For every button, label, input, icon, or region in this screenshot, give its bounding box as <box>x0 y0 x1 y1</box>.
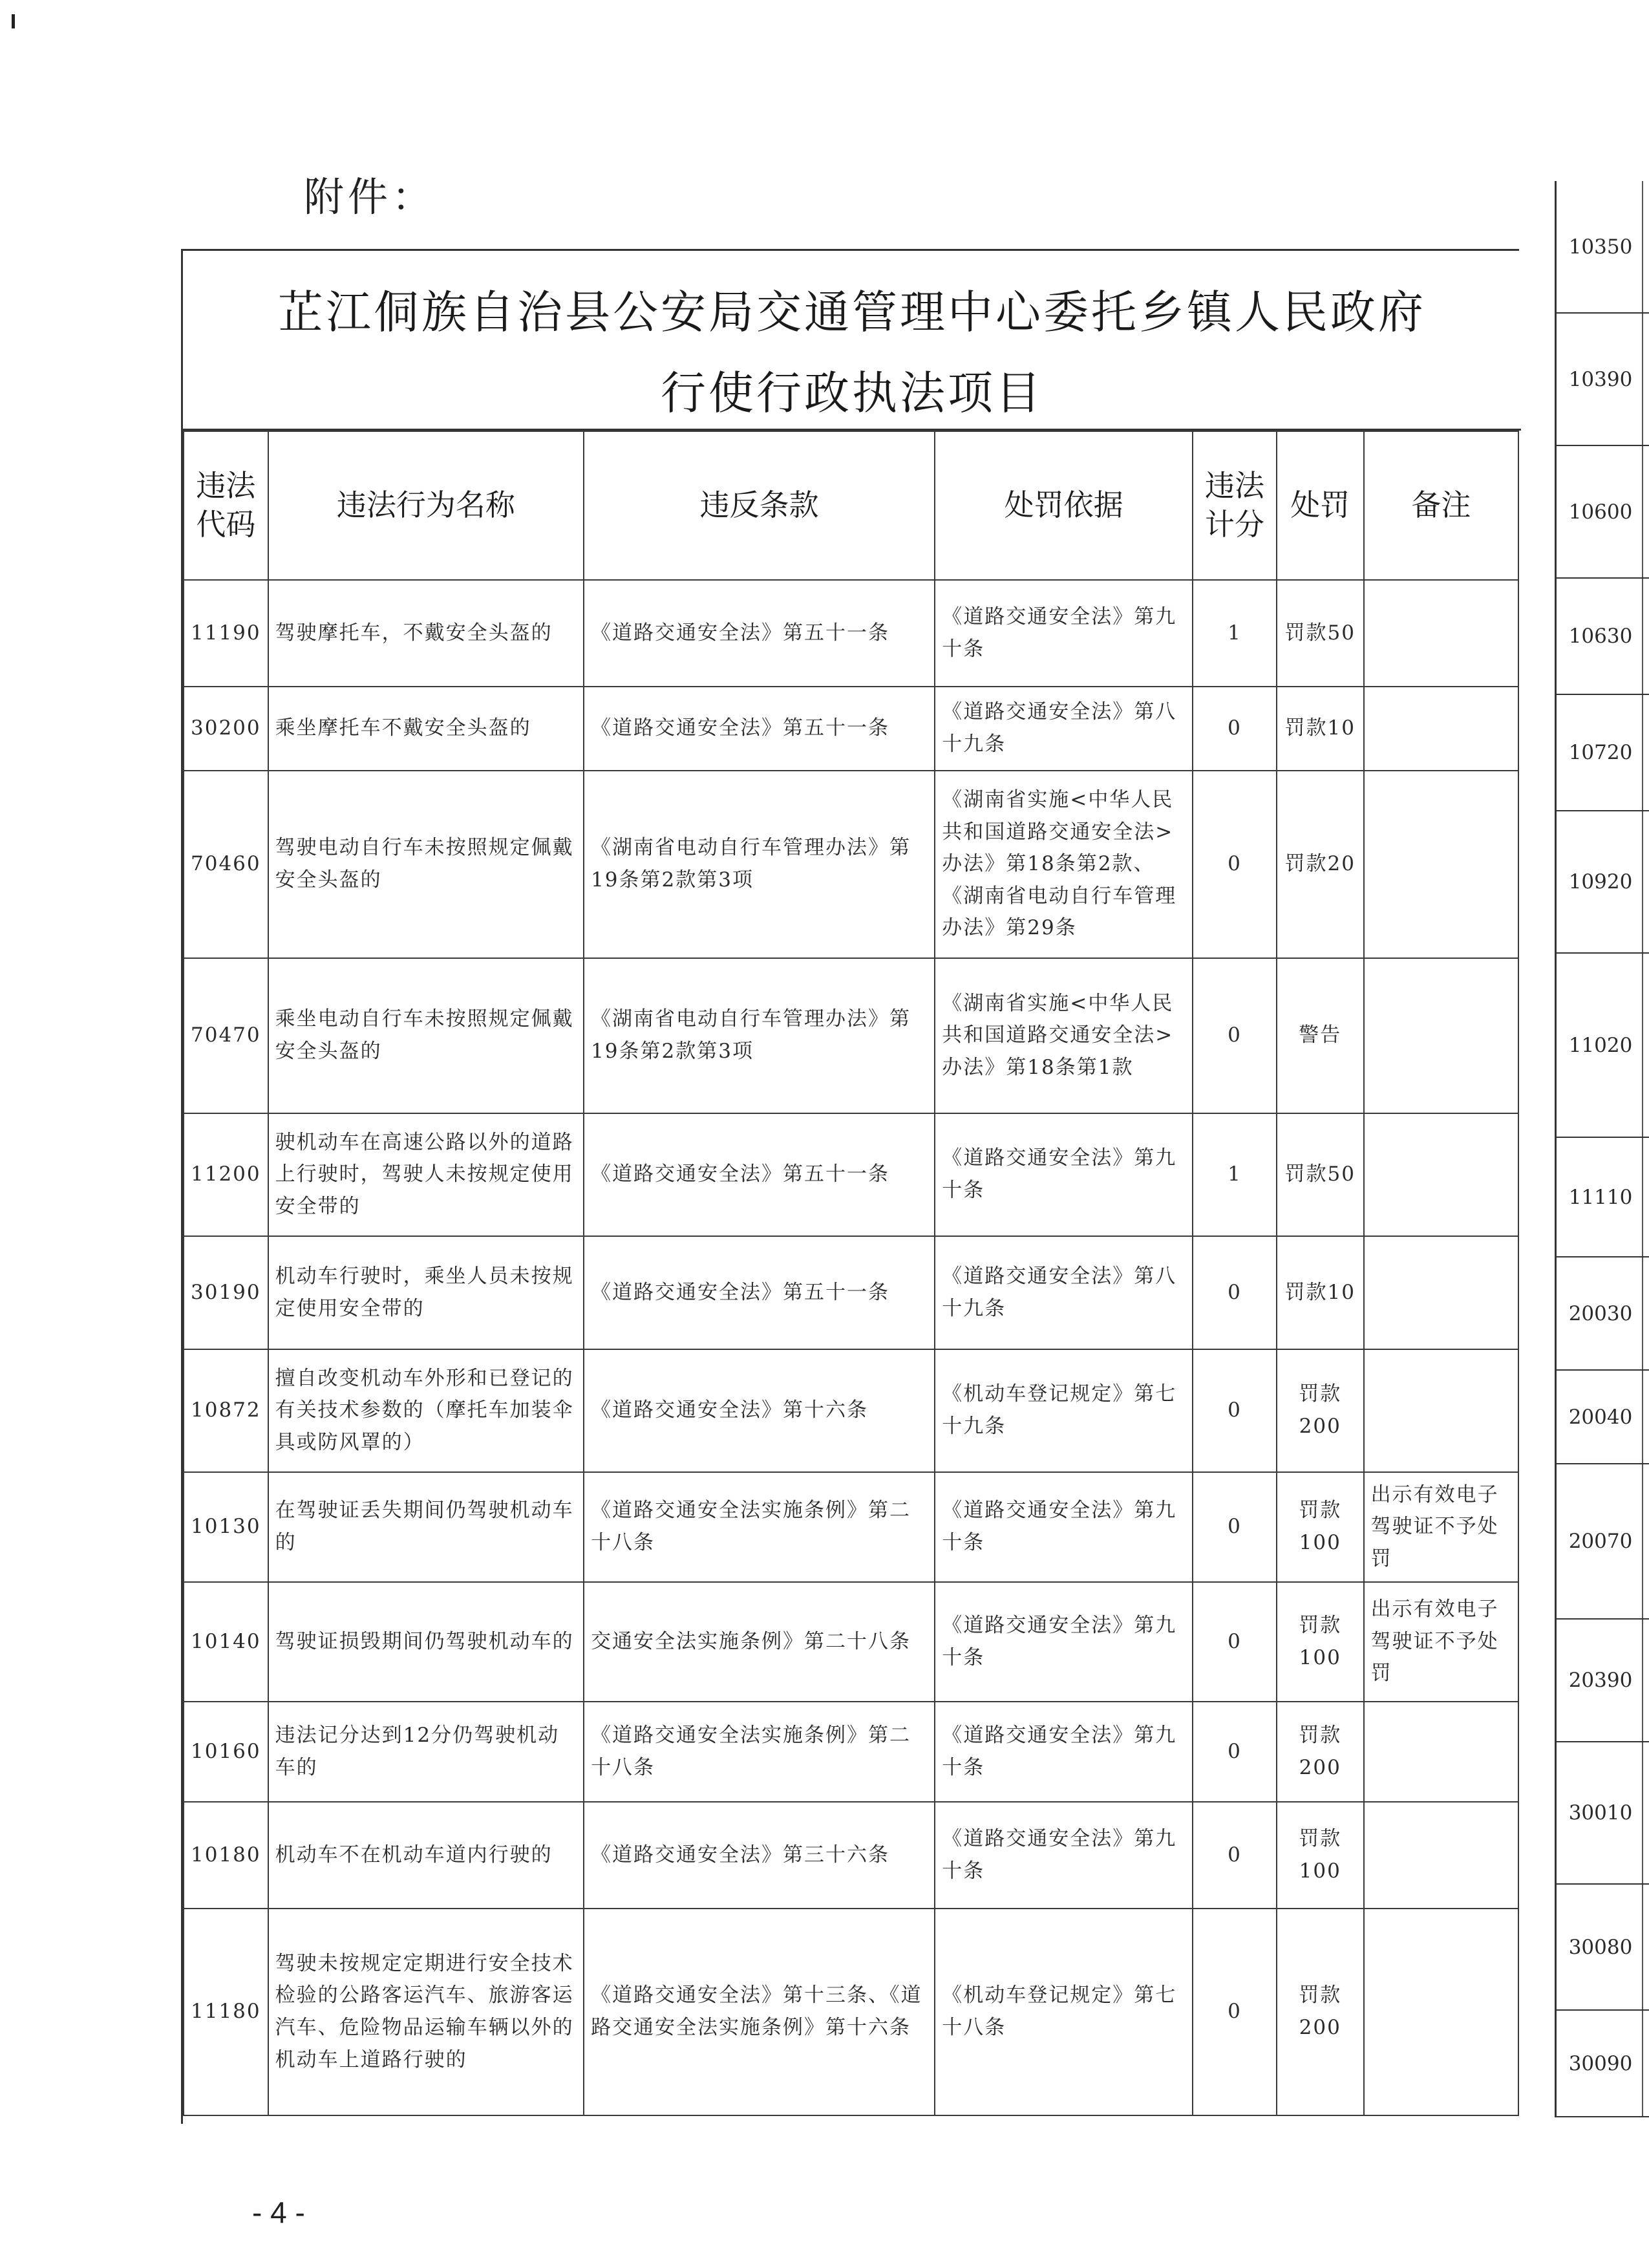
row-code: 11200 <box>184 1113 268 1236</box>
side-edge <box>1642 811 1649 952</box>
row-points: 1 <box>1193 1113 1277 1236</box>
row-code: 70470 <box>184 958 268 1113</box>
row-points: 0 <box>1193 1802 1277 1909</box>
row-penalty: 罚款10 <box>1277 1236 1364 1349</box>
row-name: 违法记分达到12分仍驾驶机动车的 <box>268 1702 584 1802</box>
table-row <box>184 1236 1518 1349</box>
row-clause: 《道路交通安全法》第五十一条 <box>584 687 935 771</box>
row-points: 0 <box>1193 1702 1277 1802</box>
row-basis: 《道路交通安全法》第八十九条 <box>935 1236 1193 1349</box>
row-code: 10160 <box>184 1702 268 1802</box>
header-code: 违法 代码 <box>184 431 268 580</box>
row-basis: 《道路交通安全法》第九十条 <box>935 1582 1193 1702</box>
row-points: 0 <box>1193 1582 1277 1702</box>
row-name: 驾驶未按规定定期进行安全技术检验的公路客运汽车、旅游客运汽车、危险物品运输车辆以外的机动车上道路行驶的 <box>268 1909 584 2115</box>
row-points: 0 <box>1193 1349 1277 1472</box>
row-clause: 《道路交通安全法》第五十一条 <box>584 1113 935 1236</box>
attachment-label: 附件： <box>304 173 436 220</box>
side-code-row <box>1557 579 1649 695</box>
side-code: 30010 <box>1568 1801 1633 1824</box>
row-points: 0 <box>1193 1472 1277 1582</box>
table-row <box>184 771 1518 958</box>
side-edge <box>1642 1620 1649 1741</box>
row-penalty: 罚款50 <box>1277 1113 1364 1236</box>
side-edge <box>1642 1138 1649 1256</box>
table-row <box>184 1472 1518 1582</box>
row-penalty: 罚款10 <box>1277 687 1364 771</box>
row-remark <box>1364 958 1518 1113</box>
row-basis: 《道路交通安全法》第九十条 <box>935 1113 1193 1236</box>
row-basis: 《湖南省实施<中华人民共和国道路交通安全法>办法》第18条第1款 <box>935 958 1193 1113</box>
row-clause: 《道路交通安全法实施条例》第二十八条 <box>584 1472 935 1582</box>
header-basis: 处罚依据 <box>935 431 1193 580</box>
side-code: 30080 <box>1568 1935 1633 1959</box>
table-row <box>184 580 1518 687</box>
table-header-row <box>184 431 1518 580</box>
row-points: 1 <box>1193 580 1277 687</box>
side-edge <box>1642 954 1649 1137</box>
row-clause: 交通安全法实施条例》第二十八条 <box>584 1582 935 1702</box>
enforcement-items-table <box>183 431 1519 2116</box>
table-row <box>184 687 1518 771</box>
side-edge <box>1642 1464 1649 1618</box>
row-name: 驶机动车在高速公路以外的道路上行驶时，驾驶人未按规定使用安全带的 <box>268 1113 584 1236</box>
row-penalty: 警告 <box>1277 958 1364 1113</box>
header-clause: 违反条款 <box>584 431 935 580</box>
row-code: 70460 <box>184 771 268 958</box>
main-table-frame <box>181 249 1519 2124</box>
header-points: 违法 计分 <box>1193 431 1277 580</box>
page-number: - 4 - <box>252 2196 305 2229</box>
row-remark <box>1364 1909 1518 2115</box>
row-name: 驾驶摩托车，不戴安全头盔的 <box>268 580 584 687</box>
side-code-row <box>1557 1885 1649 2011</box>
side-code: 11110 <box>1568 1185 1633 1209</box>
row-name: 驾驶电动自行车未按照规定佩戴安全头盔的 <box>268 771 584 958</box>
table-row <box>184 1113 1518 1236</box>
row-penalty: 罚款20 <box>1277 771 1364 958</box>
side-code-row <box>1557 811 1649 954</box>
row-penalty: 罚款100 <box>1277 1472 1364 1582</box>
adjacent-page-code-column <box>1555 181 1649 2117</box>
row-basis: 《机动车登记规定》第七十八条 <box>935 1909 1193 2115</box>
row-name: 在驾驶证丢失期间仍驾驶机动车的 <box>268 1472 584 1582</box>
header-penalty: 处罚 <box>1277 431 1364 580</box>
side-code-row <box>1557 1742 1649 1885</box>
row-name: 机动车行驶时，乘坐人员未按规定使用安全带的 <box>268 1236 584 1349</box>
side-edge <box>1642 1885 1649 2009</box>
row-clause: 《湖南省电动自行车管理办法》第19条第2款第3项 <box>584 771 935 958</box>
row-name: 机动车不在机动车道内行驶的 <box>268 1802 584 1909</box>
row-points: 0 <box>1193 958 1277 1113</box>
row-penalty: 罚款100 <box>1277 1582 1364 1702</box>
side-code-row <box>1557 181 1649 314</box>
scan-mark <box>12 14 15 28</box>
side-code-row <box>1557 1138 1649 1257</box>
table-row <box>184 1909 1518 2115</box>
row-code: 11190 <box>184 580 268 687</box>
side-edge <box>1642 181 1649 312</box>
row-code: 11180 <box>184 1909 268 2115</box>
row-points: 0 <box>1193 1909 1277 2115</box>
side-code-row <box>1557 314 1649 446</box>
header-name: 违法行为名称 <box>268 431 584 580</box>
row-penalty: 罚款100 <box>1277 1802 1364 1909</box>
side-edge <box>1642 1257 1649 1369</box>
row-clause: 《道路交通安全法》第五十一条 <box>584 580 935 687</box>
row-code: 10140 <box>184 1582 268 1702</box>
row-basis: 《道路交通安全法》第九十条 <box>935 580 1193 687</box>
side-code: 10350 <box>1568 235 1633 259</box>
side-code: 10720 <box>1568 741 1633 764</box>
row-remark <box>1364 1113 1518 1236</box>
row-penalty: 罚款200 <box>1277 1909 1364 2115</box>
row-clause: 《道路交通安全法》第十三条、《道路交通安全法实施条例》第十六条 <box>584 1909 935 2115</box>
row-code: 30190 <box>184 1236 268 1349</box>
row-clause: 《道路交通安全法》第五十一条 <box>584 1236 935 1349</box>
side-code-row <box>1557 2011 1649 2117</box>
side-code: 30090 <box>1568 2051 1633 2075</box>
side-edge <box>1642 579 1649 694</box>
row-code: 10130 <box>184 1472 268 1582</box>
side-code-row <box>1557 1464 1649 1620</box>
row-remark <box>1364 771 1518 958</box>
row-remark <box>1364 1349 1518 1472</box>
row-basis: 《道路交通安全法》第八十九条 <box>935 687 1193 771</box>
row-basis: 《机动车登记规定》第七十九条 <box>935 1349 1193 1472</box>
side-code-row <box>1557 695 1649 811</box>
side-code: 10600 <box>1568 500 1633 524</box>
row-name: 乘坐摩托车不戴安全头盔的 <box>268 687 584 771</box>
table-row <box>184 1582 1518 1702</box>
title-line-2: 行使行政执法项目 <box>661 367 1043 420</box>
side-code-row <box>1557 446 1649 579</box>
side-code-row <box>1557 1257 1649 1371</box>
side-edge <box>1642 314 1649 445</box>
row-points: 0 <box>1193 687 1277 771</box>
table-row <box>184 958 1518 1113</box>
row-basis: 《道路交通安全法》第九十条 <box>935 1472 1193 1582</box>
side-edge <box>1642 446 1649 577</box>
row-remark <box>1364 687 1518 771</box>
side-code: 20040 <box>1568 1405 1633 1429</box>
side-code: 10920 <box>1568 870 1633 893</box>
side-code: 10390 <box>1568 367 1633 391</box>
row-remark: 出示有效电子驾驶证不予处罚 <box>1364 1472 1518 1582</box>
side-edge <box>1642 1371 1649 1463</box>
side-code: 20390 <box>1568 1669 1633 1692</box>
title-line-1: 芷江侗族自治县公安局交通管理中心委托乡镇人民政府 <box>278 286 1426 339</box>
side-code: 11020 <box>1568 1033 1633 1057</box>
row-name: 乘坐电动自行车未按照规定佩戴安全头盔的 <box>268 958 584 1113</box>
row-code: 10872 <box>184 1349 268 1472</box>
side-code-row <box>1557 1620 1649 1742</box>
row-points: 0 <box>1193 1236 1277 1349</box>
row-penalty: 罚款200 <box>1277 1349 1364 1472</box>
side-code: 10630 <box>1568 625 1633 648</box>
row-remark: 出示有效电子驾驶证不予处罚 <box>1364 1582 1518 1702</box>
document-title <box>183 251 1521 431</box>
row-basis: 《道路交通安全法》第九十条 <box>935 1802 1193 1909</box>
row-code: 30200 <box>184 687 268 771</box>
side-code-row <box>1557 954 1649 1138</box>
row-code: 10180 <box>184 1802 268 1909</box>
row-name: 擅自改变机动车外形和已登记的有关技术参数的（摩托车加装伞具或防风罩的） <box>268 1349 584 1472</box>
row-clause: 《道路交通安全法》第十六条 <box>584 1349 935 1472</box>
row-penalty: 罚款200 <box>1277 1702 1364 1802</box>
side-code: 20030 <box>1568 1301 1633 1325</box>
row-clause: 《道路交通安全法》第三十六条 <box>584 1802 935 1909</box>
side-code-row <box>1557 1371 1649 1464</box>
row-points: 0 <box>1193 771 1277 958</box>
table-row <box>184 1349 1518 1472</box>
row-remark <box>1364 1702 1518 1802</box>
side-edge <box>1642 695 1649 810</box>
header-remark: 备注 <box>1364 431 1518 580</box>
row-basis: 《湖南省实施<中华人民共和国道路交通安全法>办法》第18条第2款、《湖南省电动自行车管理办法》第29条 <box>935 771 1193 958</box>
row-basis: 《道路交通安全法》第九十条 <box>935 1702 1193 1802</box>
side-edge <box>1642 1742 1649 1883</box>
row-penalty: 罚款50 <box>1277 580 1364 687</box>
side-edge <box>1642 2011 1649 2116</box>
row-remark <box>1364 1236 1518 1349</box>
table-row <box>184 1702 1518 1802</box>
row-remark <box>1364 580 1518 687</box>
row-clause: 《湖南省电动自行车管理办法》第19条第2款第3项 <box>584 958 935 1113</box>
row-clause: 《道路交通安全法实施条例》第二十八条 <box>584 1702 935 1802</box>
row-name: 驾驶证损毁期间仍驾驶机动车的 <box>268 1582 584 1702</box>
row-remark <box>1364 1802 1518 1909</box>
side-code: 20070 <box>1568 1530 1633 1553</box>
table-row <box>184 1802 1518 1909</box>
